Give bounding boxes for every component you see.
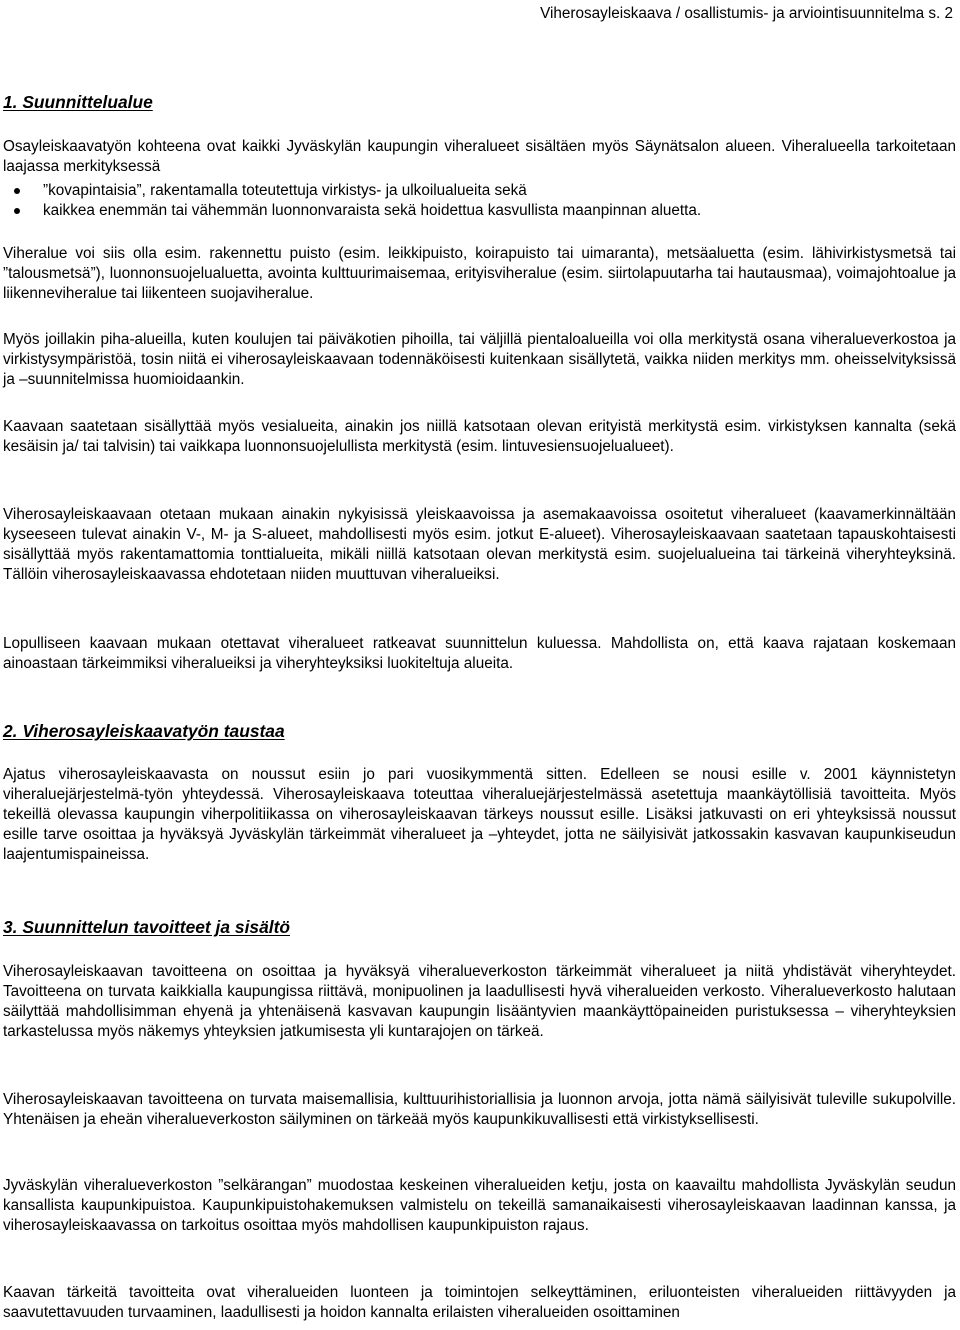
- page-header: Viherosayleiskaava / osallistumis- ja arviointisuunnitelma s. 2: [540, 5, 953, 22]
- section-1-heading: 1. Suunnittelualue: [3, 92, 153, 112]
- section-1-bullet-list: [3, 181, 956, 221]
- section-3-paragraph-4: Kaavan tärkeitä tavoitteita ovat viheralueiden luonteen ja toimintojen selkeyttäminen, eriluonteisten viheralueiden riittävyyden ja saavutettavuuden turvaaminen, laadullisesti ja hoidon kannalta erilaisten viheralueiden osoittaminen: [3, 1284, 956, 1321]
- section-1-paragraph-6: Lopulliseen kaavaan mukaan otettavat viheralueet ratkeavat suunnittelun kuluessa. Mahdollista on, että kaava rajataan koskemaan ainoastaan tärkeimmiksi viheralueiksi ja viheryhteyksiksi luokiteltuja alueita.: [3, 635, 956, 672]
- section-1-paragraph-4: Kaavaan saatetaan sisällyttää myös vesialueita, ainakin jos niillä katsotaan olevan erityistä merkitystä esim. virkistyksen kannalta (sekä kesäisin ja/ tai talvisin) tai vaikkapa luonnonsuojelullista merkitystä (esim. lintuvesiensuojelualueet).: [3, 418, 956, 455]
- list-item: ”kovapintaisia”, rakentamalla toteutettuja virkistys- ja ulkoilualueita sekä: [3, 181, 956, 201]
- section-1-paragraph-3: Myös joillakin piha-alueilla, kuten koulujen tai päiväkotien pihoilla, tai väljillä pientaloalueilla voi olla merkitystä osana viheralueverkostoa ja virkistysympäristöä, tosin niitä ei viherosayleiskaavaan todennäköisesti kuitenkaan sisällytetä, vaikka niiden merkitys mm. oheisselvityksissä ja –suunnitelmissa huomioidaankin.: [3, 331, 956, 388]
- section-3-paragraph-2: Viherosayleiskaavan tavoitteena on turvata maisemallisia, kulttuurihistoriallisia ja luonnon arvoja, jotta nämä säilyisivät tuleville sukupolville. Yhtenäisen ja eheän viheralueverkoston säilyminen on tärkeää myös kaupunkikuvallisesti että virkistyksellisesti.: [3, 1091, 956, 1128]
- section-2-heading: 2. Viherosayleiskaavatyön taustaa: [3, 721, 285, 741]
- section-3-paragraph-1: Viherosayleiskaavan tavoitteena on osoittaa ja hyväksyä viheralueverkoston tärkeimmät viheralueet ja niitä yhdistävät viheryhteydet. Tavoitteena on turvata kaikkialla kaupungissa riittävä, monipuolinen ja laadullisesti hyvä viheralueiden verkosto. Viheralueverkosto halutaan säilyttää mahdollisimman ehyenä ja yhtenäisenä kasvavan kaupungin lisääntyvien maankäyttöpaineiden puristuksessa – viheryhteyksien tarkastelussa myös näkemys yhteyksien jatkumisesta yli kuntarajojen on tärkeä.: [3, 963, 956, 1040]
- section-1-paragraph-2: Viheralue voi siis olla esim. rakennettu puisto (esim. leikkipuisto, koirapuisto tai uimaranta), metsäaluetta (esim. lähivirkistysmetsä tai ”talousmetsä”), luonnonsuojelualuetta, avointa kulttuurimaisemaa, erityisviheralue (esim. siirtolapuutarha tai hautausmaa), voimajohtoalue ja liikenneviheralue tai liikenteen suojaviheralue.: [3, 245, 956, 302]
- section-1-paragraph-5: Viherosayleiskaavaan otetaan mukaan ainakin nykyisissä yleiskaavoissa ja asemakaavoissa osoitetut viheralueet (kaavamerkinnältään kyseeseen tulevat ainakin V-, M- ja S-alueet, mahdollisesti myös esim. jotkut E-alueet). Viherosayleiskaavaan saatetaan tapauskohtaisesti sisällyttää myös rakentamattomia tonttialueita, mikäli niillä katsotaan olevan merkitystä esim. suojelualueina tai tärkeinä viheryhteyksinä. Tällöin viherosayleiskaavassa ehdotetaan niiden muuttuvan viheralueiksi.: [3, 506, 956, 583]
- section-3-paragraph-3: Jyväskylän viheralueverkoston ”selkärangan” muodostaa keskeinen viheralueiden ketju, josta on kaavailtu mahdollista Jyväskylän seudun kansallista kaupunkipuistoa. Kaupunkipuistohakemuksen valmistelu on tekeillä samanaikaisesti viherosayleiskaavan laadinnan kanssa, ja viherosayleiskaavassa on tarkoitus osoittaa myös mahdollisen kaupunkipuiston rajaus.: [3, 1177, 956, 1234]
- section-1-paragraph-1: Osayleiskaavatyön kohteena ovat kaikki Jyväskylän kaupungin viheralueet sisältäen myös Säynätsalon alueen. Viheralueella tarkoitetaan laajassa merkityksessä: [3, 138, 956, 175]
- list-item: kaikkea enemmän tai vähemmän luonnonvaraista sekä hoidettua kasvullista maanpinnan aluetta.: [3, 201, 956, 221]
- section-3-heading: 3. Suunnittelun tavoitteet ja sisältö: [3, 917, 290, 937]
- section-2-paragraph-1: Ajatus viherosayleiskaavasta on noussut esiin jo pari vuosikymmentä sitten. Edelleen se nousi esille v. 2001 käynnistetyn viheraluejärjestelmä-työn yhteydessä. Viherosayleiskaava toteuttaa viheraluejärjestelmässä asetettuja maankäytöllisiä tavoitteita. Myös tekeillä olevassa kaupungin viherpolitiikassa on viherosayleiskaavan tärkeys noussut esille. Lisäksi jatkuvasti on eri yhteyksissä noussut esille tarve osoittaa ja hyväksyä Jyväskylän tärkeimmät viheralueet ja –yhteydet, jotta ne säilyisivät jatkossakin kasvavan kaupunkiseudun laajentumispaineissa.: [3, 766, 956, 863]
